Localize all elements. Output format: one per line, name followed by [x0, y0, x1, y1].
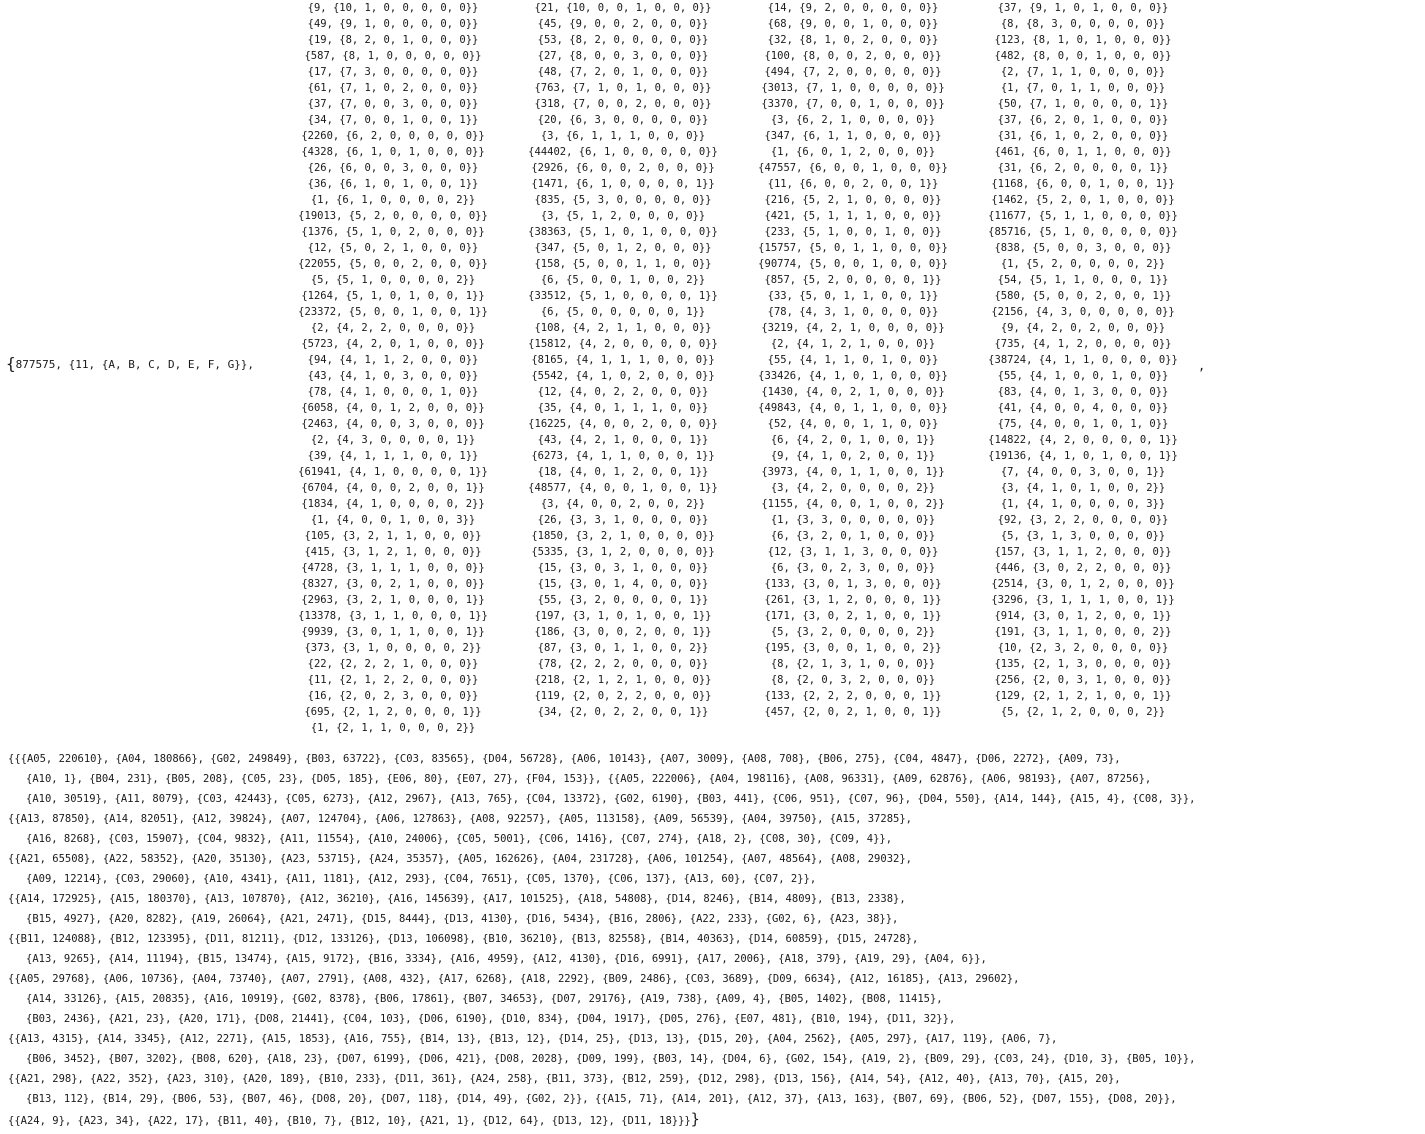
tuple-entry: {15, {3, 0, 1, 4, 0, 0, 0}} [537, 578, 709, 590]
tuple-entry: {32, {8, 1, 0, 2, 0, 0, 0}} [767, 34, 939, 46]
list-line-text: {{A21, 298}, {A22, 352}, {A23, 310}, {A20, 189}, {B10, 233}, {D11, 361}, {A24, 258}, {B11, 373}, {B12, 259}, {D12, 298}, {D13, 156}, {A14, 54}, {A12, 40}, {A13, 70}, {A15, 20}, [8, 1073, 1121, 1085]
tuple-entry: {37, {7, 0, 0, 3, 0, 0, 0}} [307, 98, 479, 110]
list-line [8, 789, 1420, 809]
tuple-entry: {36, {6, 1, 0, 1, 0, 0, 1}} [307, 178, 479, 190]
tuple-entry: {20, {6, 3, 0, 0, 0, 0, 0}} [537, 114, 709, 126]
tuple-entry: {9, {10, 1, 0, 0, 0, 0, 0}} [307, 2, 479, 14]
tuple-entry: {133, {2, 2, 2, 0, 0, 0, 1}} [764, 690, 942, 702]
list-line [8, 1049, 1420, 1069]
tuple-entry: {8165, {4, 1, 1, 1, 0, 0, 0}} [531, 354, 715, 366]
tuple-entry: {838, {5, 0, 0, 3, 0, 0, 0}} [994, 242, 1172, 254]
tuple-entry: {6, {4, 2, 0, 1, 0, 0, 1}} [770, 434, 936, 446]
tuple-entry: {6, {3, 0, 2, 3, 0, 0, 0}} [770, 562, 936, 574]
tuple-entry: {37, {6, 2, 0, 1, 0, 0, 0}} [997, 114, 1169, 126]
tuple-entry: {16225, {4, 0, 0, 2, 0, 0, 0}} [528, 418, 718, 430]
tuple-entry: {33512, {5, 1, 0, 0, 0, 0, 1}} [528, 290, 718, 302]
tuple-entry: {1834, {4, 1, 0, 0, 0, 0, 2}} [301, 498, 485, 510]
tuple-entry: {119, {2, 0, 2, 2, 0, 0, 0}} [534, 690, 712, 702]
list-line-text: {A09, 12214}, {C03, 29060}, {A10, 4341}, {A11, 1181}, {A12, 293}, {C04, 7651}, {C05, 1370}, {C06, 137}, {A13, 60}, {C07, 2}}, [26, 873, 817, 885]
list-line [8, 1109, 1420, 1129]
tuple-entry: {857, {5, 2, 0, 0, 0, 0, 1}} [764, 274, 942, 286]
group-list [8, 749, 1420, 1129]
tuple-entry: {90774, {5, 0, 0, 1, 0, 0, 0}} [758, 258, 948, 270]
tuple-entry: {27, {8, 0, 0, 3, 0, 0, 0}} [537, 50, 709, 62]
tuple-entry: {26, {6, 0, 0, 3, 0, 0, 0}} [307, 162, 479, 174]
tuple-entry: {21, {10, 0, 0, 1, 0, 0, 0}} [534, 2, 712, 14]
list-line-text: {{{A05, 220610}, {A04, 180866}, {G02, 249849}, {B03, 63722}, {C03, 83565}, {D04, 56728}, {A06, 10143}, {A07, 3009}, {A08, 708}, {B06, 275}, {C04, 4847}, {D06, 2272}, {A09, 73}, [8, 753, 1121, 765]
tuple-entry: {48577, {4, 0, 0, 1, 0, 0, 1}} [528, 482, 718, 494]
close-brace: } [690, 1110, 700, 1128]
tuple-entry: {5723, {4, 2, 0, 1, 0, 0, 0}} [301, 338, 485, 350]
tuple-entry: {14, {9, 2, 0, 0, 0, 0, 0}} [767, 2, 939, 14]
tuple-entry: {19, {8, 2, 0, 1, 0, 0, 0}} [307, 34, 479, 46]
tuple-entry: {39, {4, 1, 1, 1, 0, 0, 1}} [307, 450, 479, 462]
tuple-entry: {4328, {6, 1, 0, 1, 0, 0, 0}} [301, 146, 485, 158]
tuple-entry: {347, {5, 0, 1, 2, 0, 0, 0}} [534, 242, 712, 254]
tuple-entry: {1, {2, 1, 1, 0, 0, 0, 2}} [310, 722, 476, 734]
tuple-grid [278, 0, 1198, 736]
tuple-entry: {44402, {6, 1, 0, 0, 0, 0, 0}} [528, 146, 718, 158]
tuple-entry: {61941, {4, 1, 0, 0, 0, 0, 1}} [298, 466, 488, 478]
tuple-entry: {35, {4, 0, 1, 1, 1, 0, 0}} [537, 402, 709, 414]
tuple-entry: {457, {2, 0, 2, 1, 0, 0, 1}} [764, 706, 942, 718]
tuple-entry: {1471, {6, 1, 0, 0, 0, 0, 1}} [531, 178, 715, 190]
list-line [8, 849, 1420, 869]
tuple-entry: {19013, {5, 2, 0, 0, 0, 0, 0}} [298, 210, 488, 222]
tuple-entry: {9, {4, 2, 0, 2, 0, 0, 0}} [1000, 322, 1166, 334]
tuple-entry: {33, {5, 0, 1, 1, 0, 0, 1}} [767, 290, 939, 302]
list-line [8, 989, 1420, 1009]
list-line-text: {A10, 30519}, {A11, 8079}, {C03, 42443}, {C05, 6273}, {A12, 2967}, {A13, 765}, {C04, 13372}, {G02, 6190}, {B03, 441}, {C06, 951}, {C07, 96}, {D04, 550}, {A14, 144}, {A15, 4}, {C08, 3}}, [26, 793, 1196, 805]
tuple-entry: {373, {3, 1, 0, 0, 0, 0, 2}} [304, 642, 482, 654]
list-line-text: {A14, 33126}, {A15, 20835}, {A16, 10919}, {G02, 8378}, {B06, 17861}, {B07, 34653}, {D07, 29176}, {A19, 738}, {A09, 4}, {B05, 1402}, {B08, 11415}, [26, 993, 943, 1005]
tuple-entry: {31, {6, 1, 0, 2, 0, 0, 0}} [997, 130, 1169, 142]
tuple-entry: {3, {5, 1, 2, 0, 0, 0, 0}} [540, 210, 706, 222]
tuple-entry: {914, {3, 0, 1, 2, 0, 0, 1}} [994, 610, 1172, 622]
tuple-column-3 [738, 0, 968, 736]
tuple-entry: {3, {6, 2, 1, 0, 0, 0, 0}} [770, 114, 936, 126]
tuple-entry: {19136, {4, 1, 0, 1, 0, 0, 1}} [988, 450, 1178, 462]
list-line [8, 829, 1420, 849]
tuple-entry: {87, {3, 0, 1, 1, 0, 0, 2}} [537, 642, 709, 654]
tuple-entry: {2, {4, 3, 0, 0, 0, 0, 1}} [310, 434, 476, 446]
tuple-entry: {43, {4, 1, 0, 3, 0, 0, 0}} [307, 370, 479, 382]
tuple-entry: {55, {4, 1, 1, 0, 1, 0, 0}} [767, 354, 939, 366]
tuple-entry: {18, {4, 0, 1, 2, 0, 0, 1}} [537, 466, 709, 478]
tuple-entry: {3, {4, 2, 0, 0, 0, 0, 2}} [770, 482, 936, 494]
tuple-entry: {2, {4, 2, 2, 0, 0, 0, 0}} [310, 322, 476, 334]
tuple-entry: {123, {8, 1, 0, 1, 0, 0, 0}} [994, 34, 1172, 46]
tuple-entry: {52, {4, 0, 0, 1, 1, 0, 0}} [767, 418, 939, 430]
tuple-entry: {133, {3, 0, 1, 3, 0, 0, 0}} [764, 578, 942, 590]
tuple-entry: {1376, {5, 1, 0, 2, 0, 0, 0}} [301, 226, 485, 238]
tuple-entry: {3973, {4, 0, 1, 1, 0, 0, 1}} [761, 466, 945, 478]
list-line-text: {B03, 2436}, {A21, 23}, {A20, 171}, {D08, 21441}, {C04, 103}, {D06, 6190}, {D10, 834}, {D04, 1917}, {D05, 276}, {E07, 481}, {B10, 194}, {D11, 32}}, [26, 1013, 956, 1025]
tuple-entry: {2463, {4, 0, 0, 3, 0, 0, 0}} [301, 418, 485, 430]
tuple-column-4 [968, 0, 1198, 736]
tuple-entry: {3, {6, 1, 1, 1, 0, 0, 0}} [540, 130, 706, 142]
tuple-entry: {13378, {3, 1, 1, 0, 0, 0, 1}} [298, 610, 488, 622]
tuple-entry: {55, {3, 2, 0, 0, 0, 0, 1}} [537, 594, 709, 606]
tuple-entry: {6, {5, 0, 0, 0, 0, 0, 1}} [540, 306, 706, 318]
tuple-entry: {763, {7, 1, 0, 1, 0, 0, 0}} [534, 82, 712, 94]
tuple-entry: {47557, {6, 0, 0, 1, 0, 0, 0}} [758, 162, 948, 174]
tuple-entry: {92, {3, 2, 2, 0, 0, 0, 0}} [997, 514, 1169, 526]
tuple-entry: {9, {4, 1, 0, 2, 0, 0, 1}} [770, 450, 936, 462]
tuple-entry: {5, {5, 1, 0, 0, 0, 0, 2}} [310, 274, 476, 286]
tuple-column-1 [278, 0, 508, 736]
tuple-entry: {78, {4, 3, 1, 0, 0, 0, 0}} [767, 306, 939, 318]
tuple-entry: {15757, {5, 0, 1, 1, 0, 0, 0}} [758, 242, 948, 254]
tuple-entry: {1, {6, 0, 1, 2, 0, 0, 0}} [770, 146, 936, 158]
tuple-entry: {218, {2, 1, 2, 1, 0, 0, 0}} [534, 674, 712, 686]
tuple-entry: {446, {3, 0, 2, 2, 0, 0, 0}} [994, 562, 1172, 574]
tuple-entry: {1155, {4, 0, 0, 1, 0, 0, 2}} [761, 498, 945, 510]
list-line [8, 869, 1420, 889]
tuple-entry: {23372, {5, 0, 0, 1, 0, 0, 1}} [298, 306, 488, 318]
tuple-entry: {461, {6, 0, 1, 1, 0, 0, 0}} [994, 146, 1172, 158]
list-line-text: {A16, 8268}, {C03, 15907}, {C04, 9832}, {A11, 11554}, {A10, 24006}, {C05, 5001}, {C06, 1416}, {C07, 274}, {A18, 2}, {C08, 30}, {C09, 4}}, [26, 833, 893, 845]
tuple-entry: {835, {5, 3, 0, 0, 0, 0, 0}} [534, 194, 712, 206]
list-line [8, 1009, 1420, 1029]
tuple-entry: {421, {5, 1, 1, 1, 0, 0, 0}} [764, 210, 942, 222]
tuple-entry: {5, {3, 2, 0, 0, 0, 0, 2}} [770, 626, 936, 638]
list-line-text: {{A24, 9}, {A23, 34}, {A22, 17}, {B11, 40}, {B10, 7}, {B12, 10}, {A21, 1}, {D12, 64}, {D13, 12}, {D11, 18}}} [8, 1115, 691, 1127]
tuple-entry: {38363, {5, 1, 0, 1, 0, 0, 0}} [528, 226, 718, 238]
tuple-entry: {3219, {4, 2, 1, 0, 0, 0, 0}} [761, 322, 945, 334]
list-line-text: {{A13, 4315}, {A14, 3345}, {A12, 2271}, {A15, 1853}, {A16, 755}, {B14, 13}, {B13, 12}, {D14, 25}, {D13, 13}, {D15, 20}, {A04, 2562}, {A05, 297}, {A17, 119}, {A06, 7}, [8, 1033, 1058, 1045]
header-expression [6, 354, 255, 373]
tuple-entry: {6, {3, 2, 0, 1, 0, 0, 0}} [770, 530, 936, 542]
tuple-entry: {11, {6, 0, 0, 2, 0, 0, 1}} [767, 178, 939, 190]
tuple-entry: {216, {5, 2, 1, 0, 0, 0, 0}} [764, 194, 942, 206]
tuple-entry: {11677, {5, 1, 1, 0, 0, 0, 0}} [988, 210, 1178, 222]
tuple-entry: {6704, {4, 0, 0, 2, 0, 0, 1}} [301, 482, 485, 494]
tuple-entry: {1, {4, 0, 0, 1, 0, 0, 3}} [310, 514, 476, 526]
tuple-entry: {38724, {4, 1, 1, 0, 0, 0, 0}} [988, 354, 1178, 366]
tuple-entry: {261, {3, 1, 2, 0, 0, 0, 1}} [764, 594, 942, 606]
tuple-entry: {22, {2, 2, 2, 1, 0, 0, 0}} [307, 658, 479, 670]
tuple-entry: {8327, {3, 0, 2, 1, 0, 0, 0}} [301, 578, 485, 590]
header-text: 877575, {11, {A, B, C, D, E, F, G}}, [15, 358, 255, 371]
tuple-entry: {415, {3, 1, 2, 1, 0, 0, 0}} [304, 546, 482, 558]
list-line-text: {A10, 1}, {B04, 231}, {B05, 208}, {C05, 23}, {D05, 185}, {E06, 80}, {E07, 27}, {F04, 153}}, {{A05, 222006}, {A04, 198116}, {A08, 96331}, {A09, 62876}, {A06, 98193}, {A07, 87256}, [26, 773, 1152, 785]
tuple-entry: {22055, {5, 0, 0, 2, 0, 0, 0}} [298, 258, 488, 270]
list-line-text: {B15, 4927}, {A20, 8282}, {A19, 26064}, {A21, 2471}, {D15, 8444}, {D13, 4130}, {D16, 5434}, {B16, 2806}, {A22, 233}, {G02, 6}, {A23, 38}}, [26, 913, 899, 925]
tuple-entry: {12, {5, 0, 2, 1, 0, 0, 0}} [307, 242, 479, 254]
tuple-entry: {5, {2, 1, 2, 0, 0, 0, 2}} [1000, 706, 1166, 718]
tuple-entry: {100, {8, 0, 0, 2, 0, 0, 0}} [764, 50, 942, 62]
tuple-entry: {48, {7, 2, 0, 1, 0, 0, 0}} [537, 66, 709, 78]
tuple-entry: {12, {4, 0, 2, 2, 0, 0, 0}} [537, 386, 709, 398]
tuple-entry: {49843, {4, 0, 1, 1, 0, 0, 0}} [758, 402, 948, 414]
tuple-entry: {16, {2, 0, 2, 3, 0, 0, 0}} [307, 690, 479, 702]
tuple-entry: {1850, {3, 2, 1, 0, 0, 0, 0}} [531, 530, 715, 542]
tuple-entry: {1168, {6, 0, 0, 1, 0, 0, 1}} [991, 178, 1175, 190]
tuple-entry: {2, {7, 1, 1, 0, 0, 0, 0}} [1000, 66, 1166, 78]
tuple-entry: {6273, {4, 1, 1, 0, 0, 0, 1}} [531, 450, 715, 462]
tuple-entry: {191, {3, 1, 1, 0, 0, 0, 2}} [994, 626, 1172, 638]
tuple-entry: {3013, {7, 1, 0, 0, 0, 0, 0}} [761, 82, 945, 94]
tuple-entry: {26, {3, 3, 1, 0, 0, 0, 0}} [537, 514, 709, 526]
tuple-entry: {4728, {3, 1, 1, 1, 0, 0, 0}} [301, 562, 485, 574]
tuple-entry: {14822, {4, 2, 0, 0, 0, 0, 1}} [988, 434, 1178, 446]
tuple-entry: {735, {4, 1, 2, 0, 0, 0, 0}} [994, 338, 1172, 350]
list-line [8, 769, 1420, 789]
list-line [8, 949, 1420, 969]
tuple-entry: {3370, {7, 0, 0, 1, 0, 0, 0}} [761, 98, 945, 110]
list-line [8, 969, 1420, 989]
tuple-entry: {34, {7, 0, 0, 1, 0, 0, 1}} [307, 114, 479, 126]
tuple-entry: {83, {4, 0, 1, 3, 0, 0, 0}} [997, 386, 1169, 398]
tuple-entry: {43, {4, 2, 1, 0, 0, 0, 1}} [537, 434, 709, 446]
tuple-entry: {195, {3, 0, 0, 1, 0, 0, 2}} [764, 642, 942, 654]
tuple-entry: {2156, {4, 3, 0, 0, 0, 0, 0}} [991, 306, 1175, 318]
tuple-entry: {9939, {3, 0, 1, 1, 0, 0, 1}} [301, 626, 485, 638]
tuple-entry: {34, {2, 0, 2, 2, 0, 0, 1}} [537, 706, 709, 718]
tuple-column-2 [508, 0, 738, 736]
list-line-text: {B06, 3452}, {B07, 3202}, {B08, 620}, {A18, 23}, {D07, 6199}, {D06, 421}, {D08, 2028}, {D09, 199}, {B03, 14}, {D04, 6}, {G02, 154}, {A19, 2}, {B09, 29}, {C03, 24}, {D10, 3}, {B05, 10}}, [26, 1053, 1196, 1065]
tuple-entry: {494, {7, 2, 0, 0, 0, 0, 0}} [764, 66, 942, 78]
tuple-entry: {8, {8, 3, 0, 0, 0, 0, 0}} [1000, 18, 1166, 30]
list-line [8, 1089, 1420, 1109]
list-line [8, 809, 1420, 829]
tuple-entry: {7, {4, 0, 0, 3, 0, 0, 1}} [1000, 466, 1166, 478]
tuple-entry: {1, {4, 1, 0, 0, 0, 0, 3}} [1000, 498, 1166, 510]
list-line-text: {{B11, 124088}, {B12, 123395}, {D11, 81211}, {D12, 133126}, {D13, 106098}, {B10, 36210}, {B13, 82558}, {B14, 40363}, {D14, 60859}, {D15, 24728}, [8, 933, 919, 945]
tuple-entry: {129, {2, 1, 2, 1, 0, 0, 1}} [994, 690, 1172, 702]
tuple-entry: {318, {7, 0, 0, 2, 0, 0, 0}} [534, 98, 712, 110]
list-line-text: {{A05, 29768}, {A06, 10736}, {A04, 73740}, {A07, 2791}, {A08, 432}, {A17, 6268}, {A18, 2292}, {B09, 2486}, {C03, 3689}, {D09, 6634}, {A12, 16185}, {A13, 29602}, [8, 973, 1020, 985]
tuple-entry: {55, {4, 1, 0, 0, 1, 0, 0}} [997, 370, 1169, 382]
tuple-entry: {11, {2, 1, 2, 2, 0, 0, 0}} [307, 674, 479, 686]
tuple-entry: {2963, {3, 2, 1, 0, 0, 0, 1}} [301, 594, 485, 606]
tuple-entry: {68, {9, 0, 0, 1, 0, 0, 0}} [767, 18, 939, 30]
tuple-entry: {158, {5, 0, 0, 1, 1, 0, 0}} [534, 258, 712, 270]
tuple-entry: {15812, {4, 2, 0, 0, 0, 0, 0}} [528, 338, 718, 350]
tuple-entry: {135, {2, 1, 3, 0, 0, 0, 0}} [994, 658, 1172, 670]
tuple-entry: {1, {7, 0, 1, 1, 0, 0, 0}} [1000, 82, 1166, 94]
list-line [8, 749, 1420, 769]
tuple-entry: {1430, {4, 0, 2, 1, 0, 0, 0}} [761, 386, 945, 398]
list-line-text: {A13, 9265}, {A14, 11194}, {B15, 13474}, {A15, 9172}, {B16, 3334}, {A16, 4959}, {A12, 4130}, {D16, 6991}, {A17, 2006}, {A18, 379}, {A19, 29}, {A04, 6}}, [26, 953, 987, 965]
tuple-entry: {12, {3, 1, 1, 3, 0, 0, 0}} [767, 546, 939, 558]
tuple-entry: {233, {5, 1, 0, 0, 1, 0, 0}} [764, 226, 942, 238]
tuple-entry: {2926, {6, 0, 0, 2, 0, 0, 0}} [531, 162, 715, 174]
tuple-entry: {53, {8, 2, 0, 0, 0, 0, 0}} [537, 34, 709, 46]
tuple-entry: {5, {3, 1, 3, 0, 0, 0, 0}} [1000, 530, 1166, 542]
tuple-entry: {31, {6, 2, 0, 0, 0, 0, 1}} [997, 162, 1169, 174]
tuple-entry: {256, {2, 0, 3, 1, 0, 0, 0}} [994, 674, 1172, 686]
tuple-entry: {49, {9, 1, 0, 0, 0, 0, 0}} [307, 18, 479, 30]
tuple-entry: {1264, {5, 1, 0, 1, 0, 0, 1}} [301, 290, 485, 302]
tuple-entry: {157, {3, 1, 1, 2, 0, 0, 0}} [994, 546, 1172, 558]
tuple-entry: {1, {6, 1, 0, 0, 0, 0, 2}} [310, 194, 476, 206]
tuple-entry: {85716, {5, 1, 0, 0, 0, 0, 0}} [988, 226, 1178, 238]
tuple-entry: {45, {9, 0, 0, 2, 0, 0, 0}} [537, 18, 709, 30]
tuple-entry: {347, {6, 1, 1, 0, 0, 0, 0}} [764, 130, 942, 142]
tuple-entry: {61, {7, 1, 0, 2, 0, 0, 0}} [307, 82, 479, 94]
list-line [8, 1029, 1420, 1049]
tuple-entry: {587, {8, 1, 0, 0, 0, 0, 0}} [304, 50, 482, 62]
tuple-entry: {41, {4, 0, 0, 4, 0, 0, 0}} [997, 402, 1169, 414]
tuple-entry: {3, {4, 0, 0, 2, 0, 0, 2}} [540, 498, 706, 510]
list-line [8, 1069, 1420, 1089]
tuple-entry: {3296, {3, 1, 1, 1, 0, 0, 1}} [991, 594, 1175, 606]
tuple-entry: {2, {4, 1, 2, 1, 0, 0, 0}} [770, 338, 936, 350]
tuple-entry: {482, {8, 0, 0, 1, 0, 0, 0}} [994, 50, 1172, 62]
tuple-entry: {108, {4, 2, 1, 1, 0, 0, 0}} [534, 322, 712, 334]
list-line-text: {{A21, 65508}, {A22, 58352}, {A20, 35130}, {A23, 53715}, {A24, 35357}, {A05, 162626}, {A04, 231728}, {A06, 101254}, {A07, 48564}, {A08, 29032}, [8, 853, 912, 865]
tuple-entry: {3, {4, 1, 0, 1, 0, 0, 2}} [1000, 482, 1166, 494]
tuple-entry: {1, {3, 3, 0, 0, 0, 0, 0}} [770, 514, 936, 526]
tuple-entry: {8, {2, 1, 3, 1, 0, 0, 0}} [770, 658, 936, 670]
tuple-entry: {17, {7, 3, 0, 0, 0, 0, 0}} [307, 66, 479, 78]
tuple-entry: {33426, {4, 1, 0, 1, 0, 0, 0}} [758, 370, 948, 382]
tuple-entry: {695, {2, 1, 2, 0, 0, 0, 1}} [304, 706, 482, 718]
trailing-comma: , [1198, 359, 1206, 373]
tuple-entry: {5542, {4, 1, 0, 2, 0, 0, 0}} [531, 370, 715, 382]
tuple-entry: {78, {4, 1, 0, 0, 0, 1, 0}} [307, 386, 479, 398]
list-line-text: {{A13, 87850}, {A14, 82051}, {A12, 39824}, {A07, 124704}, {A06, 127863}, {A08, 92257}, {A05, 113158}, {A09, 56539}, {A04, 39750}, {A15, 37285}, [8, 813, 912, 825]
tuple-entry: {186, {3, 0, 0, 2, 0, 0, 1}} [534, 626, 712, 638]
tuple-entry: {6, {5, 0, 0, 1, 0, 0, 2}} [540, 274, 706, 286]
tuple-entry: {78, {2, 2, 2, 0, 0, 0, 0}} [537, 658, 709, 670]
tuple-entry: {105, {3, 2, 1, 1, 0, 0, 0}} [304, 530, 482, 542]
tuple-entry: {1462, {5, 2, 0, 1, 0, 0, 0}} [991, 194, 1175, 206]
tuple-entry: {5335, {3, 1, 2, 0, 0, 0, 0}} [531, 546, 715, 558]
tuple-entry: {10, {2, 3, 2, 0, 0, 0, 0}} [997, 642, 1169, 654]
list-line-text: {B13, 112}, {B14, 29}, {B06, 53}, {B07, 46}, {D08, 20}, {D07, 118}, {D14, 49}, {G02, 2}}, {{A15, 71}, {A14, 201}, {A12, 37}, {A13, 163}, {B07, 69}, {B06, 52}, {D07, 155}, {D08, 20}}, [26, 1093, 1177, 1105]
open-brace: { [6, 354, 16, 373]
list-line [8, 889, 1420, 909]
tuple-entry: {197, {3, 1, 0, 1, 0, 0, 1}} [534, 610, 712, 622]
tuple-entry: {580, {5, 0, 0, 2, 0, 0, 1}} [994, 290, 1172, 302]
list-line-text: {{A14, 172925}, {A15, 180370}, {A13, 107870}, {A12, 36210}, {A16, 145639}, {A17, 101525}, {A18, 54808}, {D14, 8246}, {B14, 4809}, {B13, 2338}, [8, 893, 906, 905]
tuple-entry: {1, {5, 2, 0, 0, 0, 0, 2}} [1000, 258, 1166, 270]
tuple-entry: {6058, {4, 0, 1, 2, 0, 0, 0}} [301, 402, 485, 414]
tuple-entry: {2260, {6, 2, 0, 0, 0, 0, 0}} [301, 130, 485, 142]
list-line [8, 929, 1420, 949]
tuple-entry: {54, {5, 1, 1, 0, 0, 0, 1}} [997, 274, 1169, 286]
tuple-entry: {15, {3, 0, 3, 1, 0, 0, 0}} [537, 562, 709, 574]
list-line [8, 909, 1420, 929]
tuple-entry: {2514, {3, 0, 1, 2, 0, 0, 0}} [991, 578, 1175, 590]
tuple-entry: {75, {4, 0, 0, 1, 0, 1, 0}} [997, 418, 1169, 430]
tuple-entry: {94, {4, 1, 1, 2, 0, 0, 0}} [307, 354, 479, 366]
tuple-entry: {50, {7, 1, 0, 0, 0, 0, 1}} [997, 98, 1169, 110]
tuple-entry: {171, {3, 0, 2, 1, 0, 0, 1}} [764, 610, 942, 622]
tuple-entry: {37, {9, 1, 0, 1, 0, 0, 0}} [997, 2, 1169, 14]
tuple-entry: {8, {2, 0, 3, 2, 0, 0, 0}} [770, 674, 936, 686]
